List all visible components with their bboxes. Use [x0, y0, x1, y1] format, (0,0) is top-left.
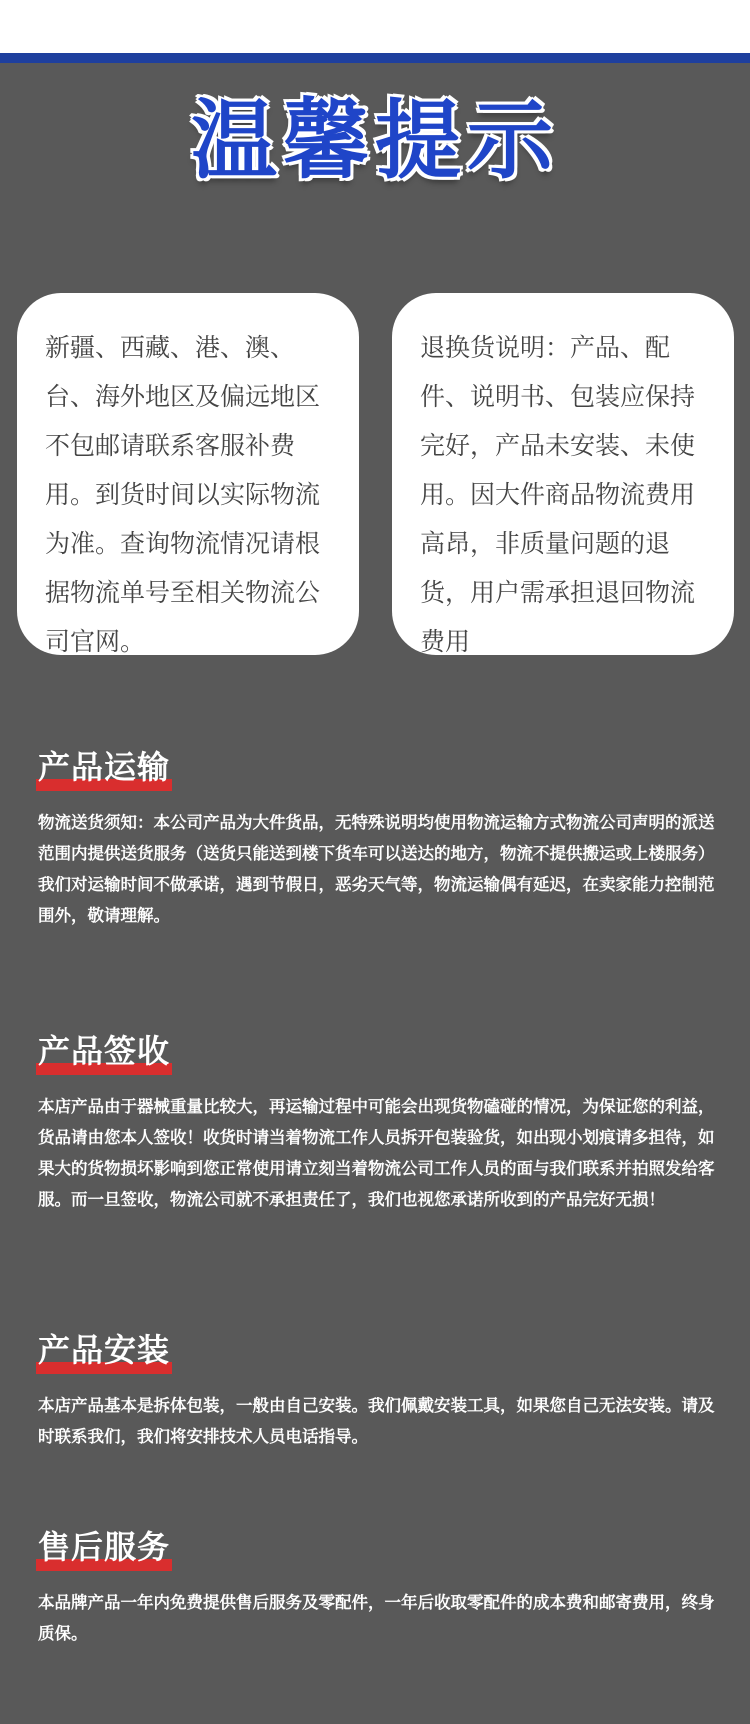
page-title: 温馨提示 — [191, 91, 559, 191]
top-blue-band — [0, 53, 750, 63]
section-receipt — [38, 1029, 718, 1215]
section-body — [38, 1587, 718, 1649]
section-title: 产品运输 — [38, 748, 171, 786]
section-title: 产品签收 — [38, 1032, 171, 1070]
section-body — [38, 1390, 718, 1452]
section-title: 产品安装 — [38, 1331, 171, 1369]
section-title-wrap — [38, 1328, 170, 1374]
section-title-wrap — [38, 745, 170, 791]
section-title: 售后服务 — [38, 1528, 171, 1566]
paragraph: 物流送货须知：本公司产品为大件货品，无特殊说明均使用物流运输方式物流公司声明的派送范围内提供送货服务（送货只能送到楼下货车可以送达的地方，物流不提供搬运或上楼服务） — [38, 813, 715, 863]
paragraph: 本店产品由于器械重量比较大，再运输过程中可能会出现货物磕碰的情况，为保证您的利益，货品请由您本人签收！收货时请当着物流工作人员拆开包装验货，如出现小划痕请多担待，如果大的货物损坏影响到您正常使用请立刻当着物流公司工作人员的面与我们联系并拍照发给客服。而一旦签收，物流公司就不承担责任了，我们也视您承诺所收到的产品完好无损！ — [38, 1097, 715, 1209]
section-title-wrap — [38, 1029, 170, 1075]
shipping-note-text: 新疆、西藏、港、澳、台、海外地区及偏远地区不包邮请联系客服补费用。到货时间以实际物流为准。查询物流情况请根据物流单号至相关物流公司官网。 — [45, 333, 321, 656]
return-note-card — [392, 293, 734, 655]
top-white-strip — [0, 0, 750, 53]
return-note-text: 退换货说明：产品、配件、说明书、包装应保持完好，产品未安装、未使用。因大件商品物流费用高昂，非质量问题的退货，用户需承担退回物流费用 — [420, 333, 696, 656]
section-aftersales — [38, 1525, 718, 1649]
section-install — [38, 1328, 718, 1452]
paragraph: 本品牌产品一年内免费提供售后服务及零配件，一年后收取零配件的成本费和邮寄费用，终身质保。 — [38, 1593, 715, 1643]
paragraph: 本店产品基本是拆体包装，一般由自己安装。我们佩戴安装工具，如果您自己无法安装。请及时联系我们，我们将安排技术人员电话指导。 — [38, 1396, 715, 1446]
section-body — [38, 807, 718, 931]
paragraph: 我们对运输时间不做承诺，遇到节假日，恶劣天气等，物流运输偶有延迟，在卖家能力控制范围外，敬请理解。 — [38, 875, 715, 925]
shipping-note-card — [17, 293, 359, 655]
section-transport — [38, 745, 718, 931]
section-body — [38, 1091, 718, 1215]
section-title-wrap — [38, 1525, 170, 1571]
